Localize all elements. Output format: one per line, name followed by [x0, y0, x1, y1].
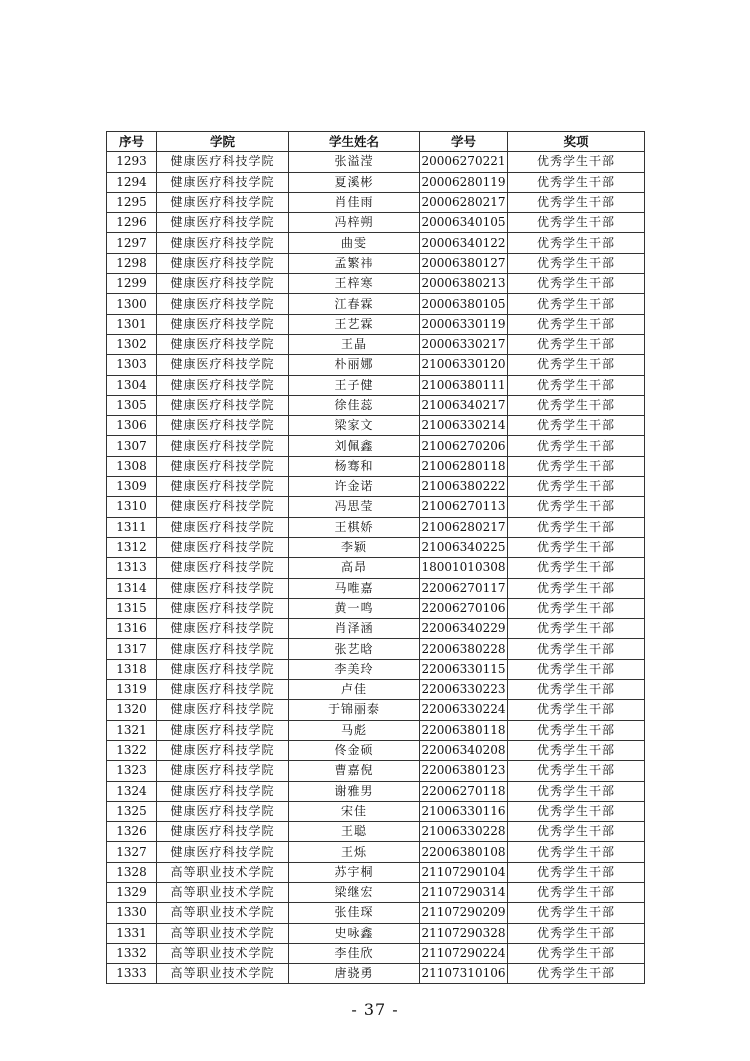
cell-seq: 1309 [107, 477, 157, 497]
cell-name: 张佳琛 [289, 903, 420, 923]
cell-seq: 1299 [107, 274, 157, 294]
cell-seq: 1298 [107, 253, 157, 273]
cell-award: 优秀学生干部 [508, 314, 645, 334]
cell-seq: 1328 [107, 862, 157, 882]
cell-student-id: 20006330217 [420, 334, 508, 354]
cell-school: 健康医疗科技学院 [157, 842, 289, 862]
cell-award: 优秀学生干部 [508, 436, 645, 456]
cell-name: 梁继宏 [289, 882, 420, 902]
table-row [107, 253, 645, 273]
cell-student-id: 22006340229 [420, 619, 508, 639]
cell-seq: 1303 [107, 355, 157, 375]
cell-name: 肖佳雨 [289, 192, 420, 212]
cell-award: 优秀学生干部 [508, 192, 645, 212]
table-row [107, 761, 645, 781]
header-student-id: 学号 [420, 132, 508, 152]
cell-school: 健康医疗科技学院 [157, 558, 289, 578]
table-row [107, 801, 645, 821]
cell-name: 王梓寒 [289, 274, 420, 294]
table-row [107, 334, 645, 354]
cell-award: 优秀学生干部 [508, 233, 645, 253]
table-row [107, 192, 645, 212]
cell-school: 健康医疗科技学院 [157, 334, 289, 354]
cell-award: 优秀学生干部 [508, 395, 645, 415]
cell-name: 朴丽娜 [289, 355, 420, 375]
table-row [107, 436, 645, 456]
cell-student-id: 18001010308 [420, 558, 508, 578]
cell-student-id: 21107290224 [420, 943, 508, 963]
cell-student-id: 22006380123 [420, 761, 508, 781]
cell-award: 优秀学生干部 [508, 416, 645, 436]
cell-school: 健康医疗科技学院 [157, 761, 289, 781]
page-number: - 37 - [351, 1000, 399, 1019]
cell-name: 冯思莹 [289, 497, 420, 517]
cell-award: 优秀学生干部 [508, 578, 645, 598]
cell-award: 优秀学生干部 [508, 253, 645, 273]
table-row [107, 862, 645, 882]
cell-seq: 1333 [107, 964, 157, 984]
cell-name: 梁家文 [289, 416, 420, 436]
table-row [107, 172, 645, 192]
cell-name: 冯梓朔 [289, 213, 420, 233]
cell-school: 高等职业技术学院 [157, 903, 289, 923]
cell-seq: 1325 [107, 801, 157, 821]
cell-name: 马彪 [289, 720, 420, 740]
cell-name: 高昂 [289, 558, 420, 578]
cell-school: 健康医疗科技学院 [157, 294, 289, 314]
table-row [107, 537, 645, 557]
cell-award: 优秀学生干部 [508, 598, 645, 618]
table-row [107, 740, 645, 760]
table-row [107, 882, 645, 902]
cell-name: 于锦丽泰 [289, 700, 420, 720]
cell-seq: 1316 [107, 619, 157, 639]
table-row [107, 903, 645, 923]
cell-seq: 1304 [107, 375, 157, 395]
table-row [107, 152, 645, 172]
table-row [107, 639, 645, 659]
cell-award: 优秀学生干部 [508, 882, 645, 902]
table-row [107, 375, 645, 395]
cell-name: 黄一鸣 [289, 598, 420, 618]
cell-name: 马唯嘉 [289, 578, 420, 598]
cell-name: 谢雅男 [289, 781, 420, 801]
cell-student-id: 20006380213 [420, 274, 508, 294]
cell-seq: 1313 [107, 558, 157, 578]
cell-name: 江春霖 [289, 294, 420, 314]
table-row [107, 964, 645, 984]
cell-award: 优秀学生干部 [508, 517, 645, 537]
table-body [107, 152, 645, 984]
cell-student-id: 21006330116 [420, 801, 508, 821]
cell-name: 张艺晗 [289, 639, 420, 659]
cell-award: 优秀学生干部 [508, 740, 645, 760]
cell-award: 优秀学生干部 [508, 964, 645, 984]
cell-school: 高等职业技术学院 [157, 862, 289, 882]
cell-name: 孟繁祎 [289, 253, 420, 273]
table-row [107, 355, 645, 375]
cell-name: 王棋娇 [289, 517, 420, 537]
cell-seq: 1319 [107, 680, 157, 700]
cell-school: 健康医疗科技学院 [157, 740, 289, 760]
cell-student-id: 21006330120 [420, 355, 508, 375]
cell-seq: 1321 [107, 720, 157, 740]
cell-school: 健康医疗科技学院 [157, 416, 289, 436]
table-row [107, 314, 645, 334]
cell-seq: 1301 [107, 314, 157, 334]
table-row [107, 700, 645, 720]
cell-award: 优秀学生干部 [508, 842, 645, 862]
cell-student-id: 20006340122 [420, 233, 508, 253]
cell-award: 优秀学生干部 [508, 274, 645, 294]
cell-award: 优秀学生干部 [508, 781, 645, 801]
table-row [107, 720, 645, 740]
cell-school: 健康医疗科技学院 [157, 192, 289, 212]
cell-award: 优秀学生干部 [508, 943, 645, 963]
cell-school: 健康医疗科技学院 [157, 395, 289, 415]
cell-award: 优秀学生干部 [508, 903, 645, 923]
cell-school: 健康医疗科技学院 [157, 253, 289, 273]
cell-student-id: 21006380222 [420, 477, 508, 497]
cell-seq: 1293 [107, 152, 157, 172]
cell-student-id: 21006330214 [420, 416, 508, 436]
cell-student-id: 21006340225 [420, 537, 508, 557]
cell-award: 优秀学生干部 [508, 639, 645, 659]
header-school: 学院 [157, 132, 289, 152]
cell-award: 优秀学生干部 [508, 375, 645, 395]
cell-student-id: 21006280118 [420, 456, 508, 476]
cell-school: 健康医疗科技学院 [157, 152, 289, 172]
cell-name: 苏宇桐 [289, 862, 420, 882]
cell-name: 李美玲 [289, 659, 420, 679]
cell-student-id: 22006380228 [420, 639, 508, 659]
cell-award: 优秀学生干部 [508, 477, 645, 497]
table-row [107, 842, 645, 862]
cell-award: 优秀学生干部 [508, 456, 645, 476]
cell-name: 肖泽涵 [289, 619, 420, 639]
cell-name: 王子健 [289, 375, 420, 395]
cell-school: 健康医疗科技学院 [157, 680, 289, 700]
cell-student-id: 20006380127 [420, 253, 508, 273]
cell-seq: 1324 [107, 781, 157, 801]
cell-school: 健康医疗科技学院 [157, 517, 289, 537]
cell-seq: 1295 [107, 192, 157, 212]
cell-school: 健康医疗科技学院 [157, 172, 289, 192]
cell-seq: 1330 [107, 903, 157, 923]
cell-award: 优秀学生干部 [508, 761, 645, 781]
cell-name: 李颖 [289, 537, 420, 557]
cell-award: 优秀学生干部 [508, 680, 645, 700]
table-row [107, 517, 645, 537]
cell-school: 健康医疗科技学院 [157, 274, 289, 294]
cell-seq: 1300 [107, 294, 157, 314]
cell-seq: 1318 [107, 659, 157, 679]
cell-student-id: 22006270117 [420, 578, 508, 598]
cell-name: 徐佳蕊 [289, 395, 420, 415]
cell-name: 唐骁勇 [289, 964, 420, 984]
cell-name: 李佳欣 [289, 943, 420, 963]
table-row [107, 294, 645, 314]
cell-award: 优秀学生干部 [508, 497, 645, 517]
cell-seq: 1331 [107, 923, 157, 943]
table-row [107, 497, 645, 517]
table-header-row [107, 132, 645, 152]
cell-school: 高等职业技术学院 [157, 964, 289, 984]
cell-student-id: 21006330228 [420, 822, 508, 842]
header-seq: 序号 [107, 132, 157, 152]
cell-award: 优秀学生干部 [508, 213, 645, 233]
cell-name: 王晶 [289, 334, 420, 354]
cell-student-id: 22006330223 [420, 680, 508, 700]
cell-student-id: 21107310106 [420, 964, 508, 984]
cell-name: 王艺霖 [289, 314, 420, 334]
cell-student-id: 22006270106 [420, 598, 508, 618]
cell-school: 高等职业技术学院 [157, 943, 289, 963]
cell-award: 优秀学生干部 [508, 801, 645, 821]
cell-award: 优秀学生干部 [508, 355, 645, 375]
table-row [107, 923, 645, 943]
table-row [107, 456, 645, 476]
table-row [107, 680, 645, 700]
cell-student-id: 22006340208 [420, 740, 508, 760]
cell-name: 卢佳 [289, 680, 420, 700]
cell-student-id: 21107290209 [420, 903, 508, 923]
cell-student-id: 22006380118 [420, 720, 508, 740]
cell-school: 健康医疗科技学院 [157, 314, 289, 334]
cell-award: 优秀学生干部 [508, 720, 645, 740]
cell-seq: 1308 [107, 456, 157, 476]
cell-school: 健康医疗科技学院 [157, 578, 289, 598]
cell-school: 高等职业技术学院 [157, 882, 289, 902]
cell-seq: 1311 [107, 517, 157, 537]
cell-school: 健康医疗科技学院 [157, 375, 289, 395]
header-student-name: 学生姓名 [289, 132, 420, 152]
table-row [107, 477, 645, 497]
cell-student-id: 20006280119 [420, 172, 508, 192]
cell-student-id: 22006270118 [420, 781, 508, 801]
cell-student-id: 20006330119 [420, 314, 508, 334]
table-row [107, 274, 645, 294]
cell-seq: 1329 [107, 882, 157, 902]
cell-school: 健康医疗科技学院 [157, 781, 289, 801]
cell-seq: 1307 [107, 436, 157, 456]
award-list-table [106, 131, 645, 984]
cell-student-id: 22006330224 [420, 700, 508, 720]
table-row [107, 578, 645, 598]
table-row [107, 943, 645, 963]
cell-seq: 1322 [107, 740, 157, 760]
cell-seq: 1294 [107, 172, 157, 192]
cell-award: 优秀学生干部 [508, 700, 645, 720]
cell-school: 健康医疗科技学院 [157, 213, 289, 233]
cell-student-id: 22006380108 [420, 842, 508, 862]
cell-student-id: 21006380111 [420, 375, 508, 395]
cell-school: 健康医疗科技学院 [157, 355, 289, 375]
cell-award: 优秀学生干部 [508, 172, 645, 192]
cell-seq: 1320 [107, 700, 157, 720]
cell-student-id: 21006340217 [420, 395, 508, 415]
cell-school: 高等职业技术学院 [157, 923, 289, 943]
cell-seq: 1296 [107, 213, 157, 233]
table-row [107, 659, 645, 679]
table-row [107, 781, 645, 801]
cell-award: 优秀学生干部 [508, 334, 645, 354]
table-row [107, 233, 645, 253]
cell-student-id: 20006380105 [420, 294, 508, 314]
cell-school: 健康医疗科技学院 [157, 497, 289, 517]
cell-name: 刘佩鑫 [289, 436, 420, 456]
cell-school: 健康医疗科技学院 [157, 233, 289, 253]
cell-seq: 1314 [107, 578, 157, 598]
cell-award: 优秀学生干部 [508, 822, 645, 842]
cell-name: 史咏鑫 [289, 923, 420, 943]
cell-award: 优秀学生干部 [508, 659, 645, 679]
cell-award: 优秀学生干部 [508, 152, 645, 172]
cell-student-id: 21006280217 [420, 517, 508, 537]
cell-school: 健康医疗科技学院 [157, 537, 289, 557]
cell-student-id: 21107290104 [420, 862, 508, 882]
cell-award: 优秀学生干部 [508, 558, 645, 578]
cell-award: 优秀学生干部 [508, 537, 645, 557]
cell-school: 健康医疗科技学院 [157, 436, 289, 456]
cell-seq: 1327 [107, 842, 157, 862]
cell-seq: 1312 [107, 537, 157, 557]
cell-school: 健康医疗科技学院 [157, 456, 289, 476]
cell-award: 优秀学生干部 [508, 923, 645, 943]
cell-seq: 1302 [107, 334, 157, 354]
cell-school: 健康医疗科技学院 [157, 598, 289, 618]
cell-school: 健康医疗科技学院 [157, 822, 289, 842]
cell-school: 健康医疗科技学院 [157, 700, 289, 720]
cell-name: 张溢滢 [289, 152, 420, 172]
table-row [107, 822, 645, 842]
cell-school: 健康医疗科技学院 [157, 477, 289, 497]
cell-school: 健康医疗科技学院 [157, 619, 289, 639]
cell-student-id: 22006330115 [420, 659, 508, 679]
cell-seq: 1317 [107, 639, 157, 659]
cell-name: 曲雯 [289, 233, 420, 253]
cell-name: 夏溪彬 [289, 172, 420, 192]
cell-seq: 1305 [107, 395, 157, 415]
table-row [107, 395, 645, 415]
cell-award: 优秀学生干部 [508, 294, 645, 314]
cell-name: 杨骞和 [289, 456, 420, 476]
header-award: 奖项 [508, 132, 645, 152]
cell-name: 王烁 [289, 842, 420, 862]
cell-school: 健康医疗科技学院 [157, 720, 289, 740]
table-row [107, 558, 645, 578]
table-row [107, 619, 645, 639]
cell-name: 许金诺 [289, 477, 420, 497]
cell-student-id: 20006280217 [420, 192, 508, 212]
table-row [107, 598, 645, 618]
cell-seq: 1306 [107, 416, 157, 436]
cell-student-id: 21107290314 [420, 882, 508, 902]
cell-seq: 1326 [107, 822, 157, 842]
cell-seq: 1297 [107, 233, 157, 253]
cell-student-id: 21107290328 [420, 923, 508, 943]
cell-school: 健康医疗科技学院 [157, 659, 289, 679]
cell-seq: 1315 [107, 598, 157, 618]
cell-seq: 1332 [107, 943, 157, 963]
cell-school: 健康医疗科技学院 [157, 801, 289, 821]
cell-student-id: 20006340105 [420, 213, 508, 233]
table-row [107, 416, 645, 436]
cell-award: 优秀学生干部 [508, 619, 645, 639]
table-row [107, 213, 645, 233]
cell-seq: 1310 [107, 497, 157, 517]
cell-name: 宋佳 [289, 801, 420, 821]
cell-school: 健康医疗科技学院 [157, 639, 289, 659]
cell-seq: 1323 [107, 761, 157, 781]
cell-student-id: 21006270206 [420, 436, 508, 456]
cell-award: 优秀学生干部 [508, 862, 645, 882]
cell-name: 王聪 [289, 822, 420, 842]
cell-student-id: 20006270221 [420, 152, 508, 172]
cell-name: 曹嘉倪 [289, 761, 420, 781]
cell-student-id: 21006270113 [420, 497, 508, 517]
cell-name: 佟金硕 [289, 740, 420, 760]
